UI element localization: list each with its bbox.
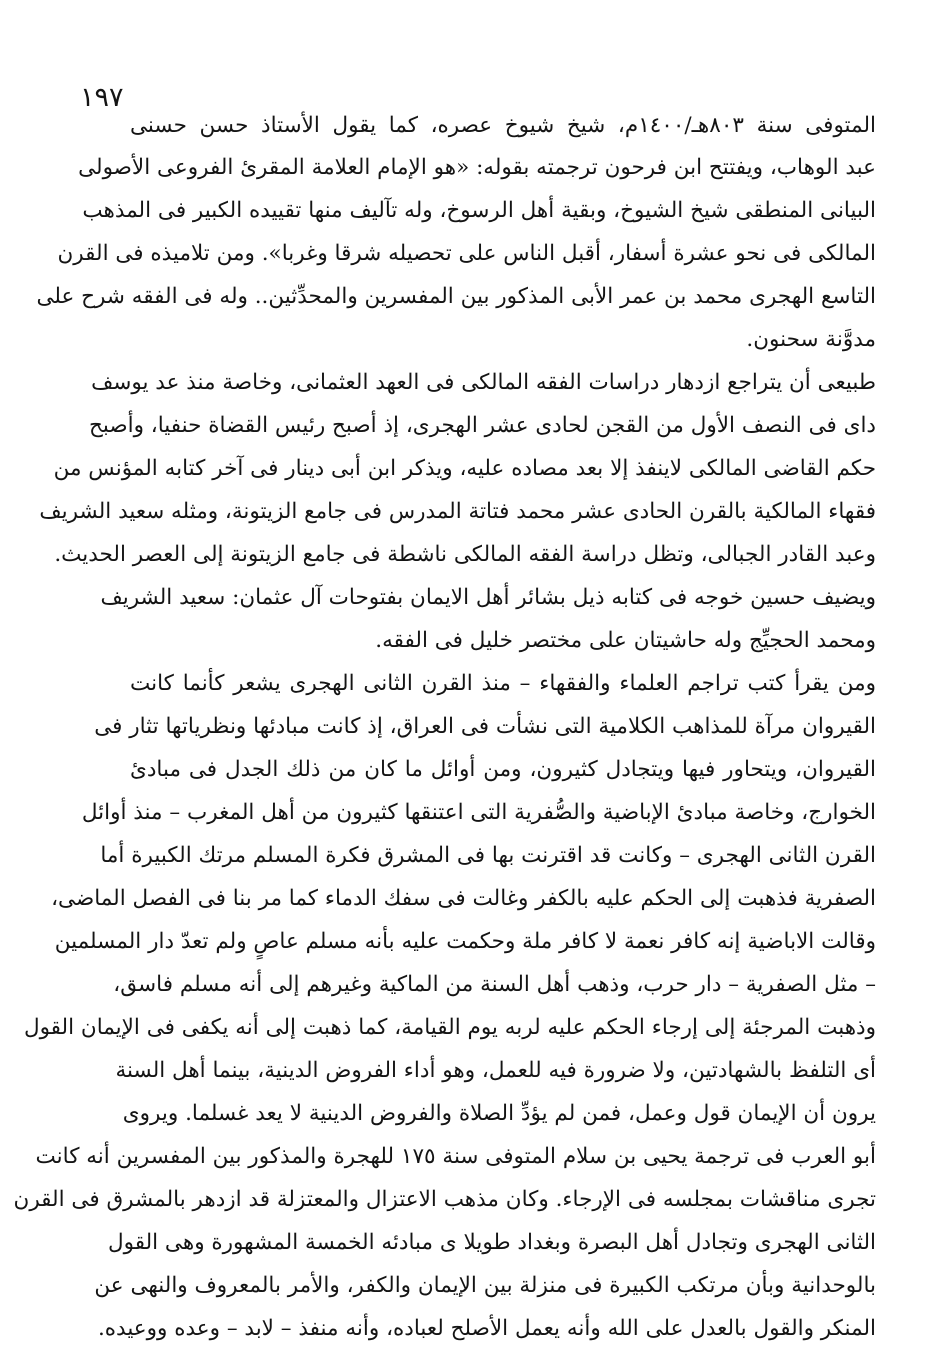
text-line: يرون أن الإيمان قول وعمل، فمن لم يؤدِّ الصلاة والفروض الدينية لا يعد غسلما. ويروى [122,1101,876,1126]
text-line: – مثل الصفرية – دار حرب، وذهب أهل السنة من الماكية وغيرهم إلى أنه مسلم فاسق، [113,972,876,997]
text-line: طبيعى أن يتراجع ازدهار دراسات الفقه المالكى فى العهد العثمانى، وخاصة منذ عد يوسف [91,370,876,395]
text-line: أبو العرب فى ترجمة يحيى بن سلام المتوفى سنة ١٧٥ للهجرة والمذكور بين المفسرين أنه كانت [35,1144,876,1169]
text-line: وذهبت المرجئة إلى إرجاء الحكم عليه لربه يوم القيامة، كما ذهبت إلى أنه يكفى فى الإيمان القول [23,1015,876,1040]
text-line: داى فى النصف الأول من القجن لحادى عشر الهجرى، إذ أصبح رئيس القضاة حنفيا، وأصبح [88,413,876,438]
text-line: وعبد القادر الجبالى، وتظل دراسة الفقه المالكى ناشطة فى جامع الزيتونة إلى العصر الحديث. [54,542,876,567]
text-line: تجرى مناقشات بمجلسه فى الإرجاء. وكان مذهب الاعتزال والمعتزلة قد ازدهر بالمشرق فى القرن [13,1187,876,1212]
text-line: ومن يقرأ كتب تراجم العلماء والفقهاء – منذ القرن الثانى الهجرى يشعر كأنما كانت [130,671,876,696]
text-line: المنكر والقول بالعدل على الله وأنه يعمل الأصلح لعباده، وأنه منفذ – لابد – وعده ووعيده. [97,1316,876,1341]
text-line: الثانى الهجرى وتجادل أهل البصرة وبغداد طويلا ى مبادئه الخمسة المشهورة وهى القول [107,1230,876,1255]
text-line: مدوَّنة سحنون. [746,327,876,352]
text-line: أى التلفظ بالشهادتين، ولا ضرورة فيه للعمل، وهو أداء الفروض الدينية، بينما أهل السنة [115,1058,876,1083]
text-line: الصفرية فذهبت إلى الحكم عليه بالكفر وغالت فى سفك الدماء كما مر بنا فى الفصل الماضى، [51,886,876,911]
text-line: عبد الوهاب، ويفتتح ابن فرحون ترجمته بقوله: «هو الإمام العلامة المقرئ الفروعى الأصولى [78,155,876,180]
text-line: القيروان، ويتحاور فيها ويتجادل كثيرون، ومن أوائل ما كان من ذلك الجدل فى مبادئ [130,757,876,782]
text-line: المالكى فى نحو عشرة أسفار، أقبل الناس على تحصيله شرقا وغربا». ومن تلاميذه فى القرن [57,241,876,266]
text-line: الخوارج، وخاصة مبادئ الإباضية والصُّفرية التى اعتنقها كثيرون من أهل المغرب – منذ أوائل [81,800,876,825]
page-number: ١٩٧ [80,82,124,113]
text-line: حكم القاضى المالكى لاينفذ إلا بعد مصاده عليه، ويذكر ابن أبى دينار فى آخر كتابه المؤنس من [53,456,876,481]
text-line: ومحمد الحجيِّج وله حاشيتان على مختصر خليل فى الفقه. [375,628,876,653]
text-line: القرن الثانى الهجرى – وكانت قد اقترنت بها فى المشرق فكرة المسلم مرتك الكبيرة أما [100,843,876,868]
text-line: القيروان مرآة للمذاهب الكلامية التى نشأت فى العراق، إذ كانت مبادئها ونظرياتها تثار فى [94,714,876,739]
text-line: البيانى المنطقى شيخ الشيوخ، وبقية أهل الرسوخ، وله تآليف منها تقييده الكبير فى المذهب [82,198,876,223]
text-line: وقالت الاباضية إنه كافر نعمة لا كافر ملة وحكمت عليه بأنه مسلم عاصٍ ولم تعدّ دار المسلمين [54,929,876,954]
text-line: بالوحدانية وبأن مرتكب الكبيرة فى منزلة بين الإيمان والكفر، والأمر بالمعروف والنهى عن [94,1273,876,1298]
text-line: التاسع الهجرى محمد بن عمر الأبى المذكور بين المفسرين والمحدِّثين.. وله فى الفقه شرح على [36,284,876,309]
text-line: فقهاء المالكية بالقرن الحادى عشر محمد فتاتة المدرس فى جامع الزيتونة، ومثله سعيد الشريف [39,499,876,524]
text-line: ويضيف حسين خوجه فى كتابه ذيل بشائر أهل الايمان بفتوحات آل عثمان: سعيد الشريف [100,585,876,610]
text-line: المتوفى سنة ٨٠٣هـ/١٤٠٠م، شيخ شيوخ عصره، كما يقول الأستاذ حسن حسنى [130,113,876,138]
